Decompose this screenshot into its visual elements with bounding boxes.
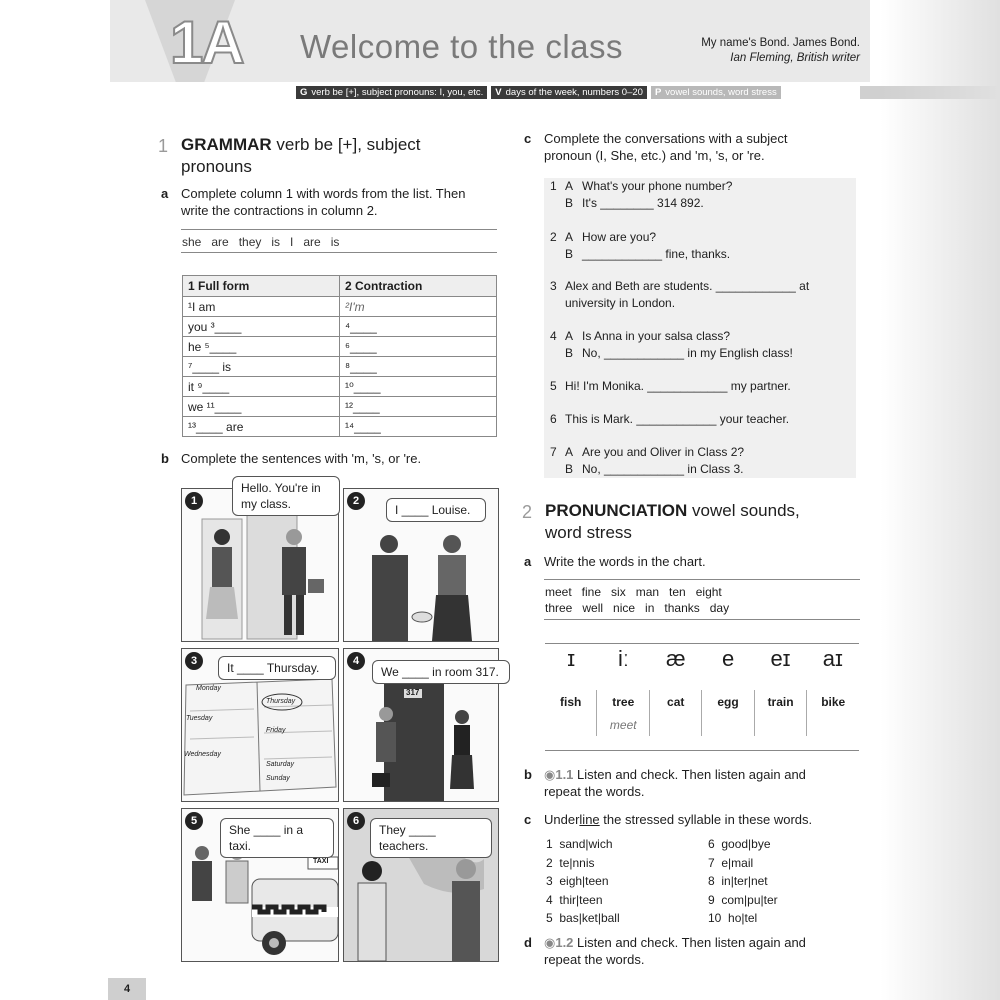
- table-cell[interactable]: we ¹¹____: [183, 397, 340, 417]
- speech-bubble: It ____ Thursday.: [218, 656, 336, 680]
- speech-bubble: Hello. You're in my class.: [232, 476, 340, 516]
- diary-day: Monday: [196, 685, 221, 692]
- diary-day: Thursday: [266, 698, 296, 705]
- table-cell[interactable]: ¹⁰____: [340, 377, 497, 397]
- section1-a-instruction: Complete column 1 with words from the list. Then write the contractions in column 2.: [181, 186, 466, 218]
- section2-c-instruction: Underline the stressed syllable in these words.: [544, 812, 813, 827]
- list-item[interactable]: 1 sand|wich: [546, 837, 613, 851]
- sound-word: egg: [702, 690, 754, 713]
- table-row: [183, 297, 497, 317]
- section2-b-instruction: ◉1.1 Listen and check. Then listen again and repeat the words.: [544, 767, 806, 799]
- conversation-3: 3 Alex and Beth are students. ____________ at university in London.: [550, 279, 810, 310]
- answer-cell[interactable]: [650, 713, 702, 736]
- vowel-symbols-row: [545, 646, 859, 690]
- table-header: 1 Full form: [183, 276, 340, 297]
- taxi-sign: TAXI: [313, 858, 329, 865]
- vowel-table: [545, 690, 859, 736]
- sound-word: tree: [597, 690, 650, 713]
- conversation-7: 7 A Are you and Oliver in Class 2? B No, ____________ in Class 3.: [550, 445, 745, 476]
- quote-author: Ian Fleming, British writer: [730, 52, 860, 64]
- topic-vocabulary: V days of the week, numbers 0–20: [491, 86, 647, 99]
- quote: [701, 36, 860, 66]
- quote-text: My name's Bond. James Bond.: [701, 37, 860, 49]
- section1-heading: GRAMMAR verb be [+], subject pronouns: [181, 135, 421, 176]
- vowel-symbol: æ: [666, 646, 686, 671]
- table-cell[interactable]: it ⁹____: [183, 377, 340, 397]
- sound-word: fish: [560, 694, 582, 709]
- panel-number: 1: [185, 492, 203, 510]
- table-row: [183, 397, 497, 417]
- audio-icon[interactable]: ◉: [544, 935, 556, 950]
- table-cell[interactable]: ²I'm: [340, 297, 497, 317]
- list-item[interactable]: 7 e|mail: [708, 855, 754, 870]
- answer-cell[interactable]: [754, 713, 807, 736]
- answer-cell[interactable]: [702, 713, 754, 736]
- list-item[interactable]: 3 eigh|teen: [546, 874, 609, 888]
- table-row: [183, 417, 497, 437]
- list-item[interactable]: 8 in|ter|net: [708, 874, 768, 888]
- table-row: [183, 317, 497, 337]
- section1-b-instruction: Complete the sentences with 'm, 's, or 're.: [181, 451, 422, 466]
- vowel-symbol: aɪ: [822, 646, 843, 671]
- vowel-chart: [545, 643, 859, 751]
- page-number: 4: [108, 978, 146, 1000]
- section2-c-letter: c: [524, 812, 532, 827]
- section2-a-instruction: Write the words in the chart.: [544, 554, 706, 569]
- vowel-symbol: eɪ: [770, 646, 791, 671]
- conversation-1: 1 A What's your phone number? B It's ________ 314 892.: [550, 179, 733, 210]
- section2-d-letter: d: [524, 935, 532, 950]
- diary-day: Friday: [266, 727, 286, 734]
- table-cell[interactable]: you ³____: [183, 317, 340, 337]
- list-item[interactable]: 6 good|bye: [708, 837, 771, 851]
- section1-number: 1: [158, 136, 169, 156]
- table-cell[interactable]: ⁶____: [340, 337, 497, 357]
- table-cell[interactable]: ⁷____ is: [183, 357, 340, 377]
- list-item[interactable]: 2 te|nnis: [546, 855, 595, 870]
- panel-number: 5: [185, 812, 203, 830]
- divider: [181, 252, 497, 253]
- speech-bubble: They ____ teachers.: [370, 818, 492, 858]
- page-edge-shadow: [880, 0, 1000, 1000]
- speech-bubble: She ____ in a taxi.: [220, 818, 334, 858]
- section2-b-letter: b: [524, 767, 532, 782]
- diary-day: Tuesday: [186, 715, 213, 722]
- topic-grammar: G verb be [+], subject pronouns: I, you, etc.: [296, 86, 487, 99]
- room-number: 317: [406, 688, 420, 697]
- audio-track: 1.1: [555, 767, 574, 782]
- answer-cell[interactable]: [807, 713, 859, 736]
- diary-day: Wednesday: [184, 751, 221, 758]
- vowel-symbol: ɪ: [567, 646, 576, 671]
- conversation-4: 4 A Is Anna in your salsa class? B No, ____________ in my English class!: [550, 329, 793, 360]
- table-cell[interactable]: ¹²____: [340, 397, 497, 417]
- divider: [181, 229, 497, 230]
- panel-number: 6: [347, 812, 365, 830]
- panel-number: 4: [347, 652, 365, 670]
- list-item[interactable]: 9 com|pu|ter: [708, 892, 778, 907]
- contraction-table: [182, 275, 497, 437]
- word-list: she are they is I are is: [182, 235, 340, 249]
- table-row: [183, 377, 497, 397]
- panel-number: 3: [185, 652, 203, 670]
- audio-track: 1.2: [555, 935, 574, 950]
- section2-heading: PRONUNCIATION vowel sounds, word stress: [545, 501, 800, 542]
- page-title: Welcome to the class: [300, 28, 624, 65]
- pronunciation-words-line1: meet fine six man ten eight: [545, 585, 722, 599]
- vowel-symbol: iː: [617, 646, 629, 671]
- divider: [544, 619, 860, 620]
- table-cell[interactable]: ¹I am: [183, 297, 340, 317]
- section2-number: 2: [522, 502, 533, 522]
- pronunciation-words-line2: three well nice in thanks day: [545, 601, 730, 615]
- divider: [544, 579, 860, 580]
- list-item[interactable]: 5 bas|ket|ball: [546, 911, 620, 925]
- list-item[interactable]: 4 thir|teen: [546, 892, 603, 907]
- sound-word: cat: [650, 690, 702, 713]
- topics-bar: [296, 86, 781, 99]
- answer-cell[interactable]: [545, 713, 597, 736]
- vowel-symbol: e: [722, 646, 735, 671]
- table-cell[interactable]: he ⁵____: [183, 337, 340, 357]
- list-item[interactable]: 10 ho|tel: [708, 911, 758, 925]
- stress-word-list: [546, 835, 846, 928]
- table-cell[interactable]: ⁴____: [340, 317, 497, 337]
- section1-a-letter: a: [161, 186, 169, 201]
- sound-word: train: [754, 690, 807, 713]
- table-row: [183, 337, 497, 357]
- conversation-5: 5 Hi! I'm Monika. ____________ my partner.: [550, 379, 791, 393]
- section1-b-letter: b: [161, 451, 169, 466]
- audio-icon[interactable]: ◉: [544, 767, 556, 782]
- section1-c-letter: c: [524, 131, 532, 146]
- table-cell[interactable]: ¹⁴____: [340, 417, 497, 437]
- diary-day: Saturday: [266, 761, 295, 768]
- section2-d-instruction: ◉1.2 Listen and check. Then listen again and repeat the words.: [544, 935, 806, 967]
- table-cell[interactable]: ¹³____ are: [183, 417, 340, 437]
- table-cell[interactable]: ⁸____: [340, 357, 497, 377]
- speech-bubble: I ____ Louise.: [386, 498, 486, 522]
- topic-pronunciation: P vowel sounds, word stress: [651, 86, 781, 99]
- conversation-2: 2 A How are you? B ____________ fine, thanks.: [550, 230, 731, 261]
- unit-number: 1A: [170, 9, 243, 76]
- table-header: 2 Contraction: [340, 276, 497, 297]
- answer-cell[interactable]: meet: [597, 713, 650, 736]
- conversation-6: 6 This is Mark. ____________ your teacher.: [550, 412, 790, 426]
- diary-day: Sunday: [266, 775, 290, 782]
- table-row: [183, 357, 497, 377]
- section2-a-letter: a: [524, 554, 532, 569]
- panel-number: 2: [347, 492, 365, 510]
- speech-bubble: We ____ in room 317.: [372, 660, 510, 684]
- sound-word: bike: [807, 690, 859, 713]
- section1-c-instruction: Complete the conversations with a subject pronoun (I, She, etc.) and 'm, 's, or 're.: [544, 131, 788, 163]
